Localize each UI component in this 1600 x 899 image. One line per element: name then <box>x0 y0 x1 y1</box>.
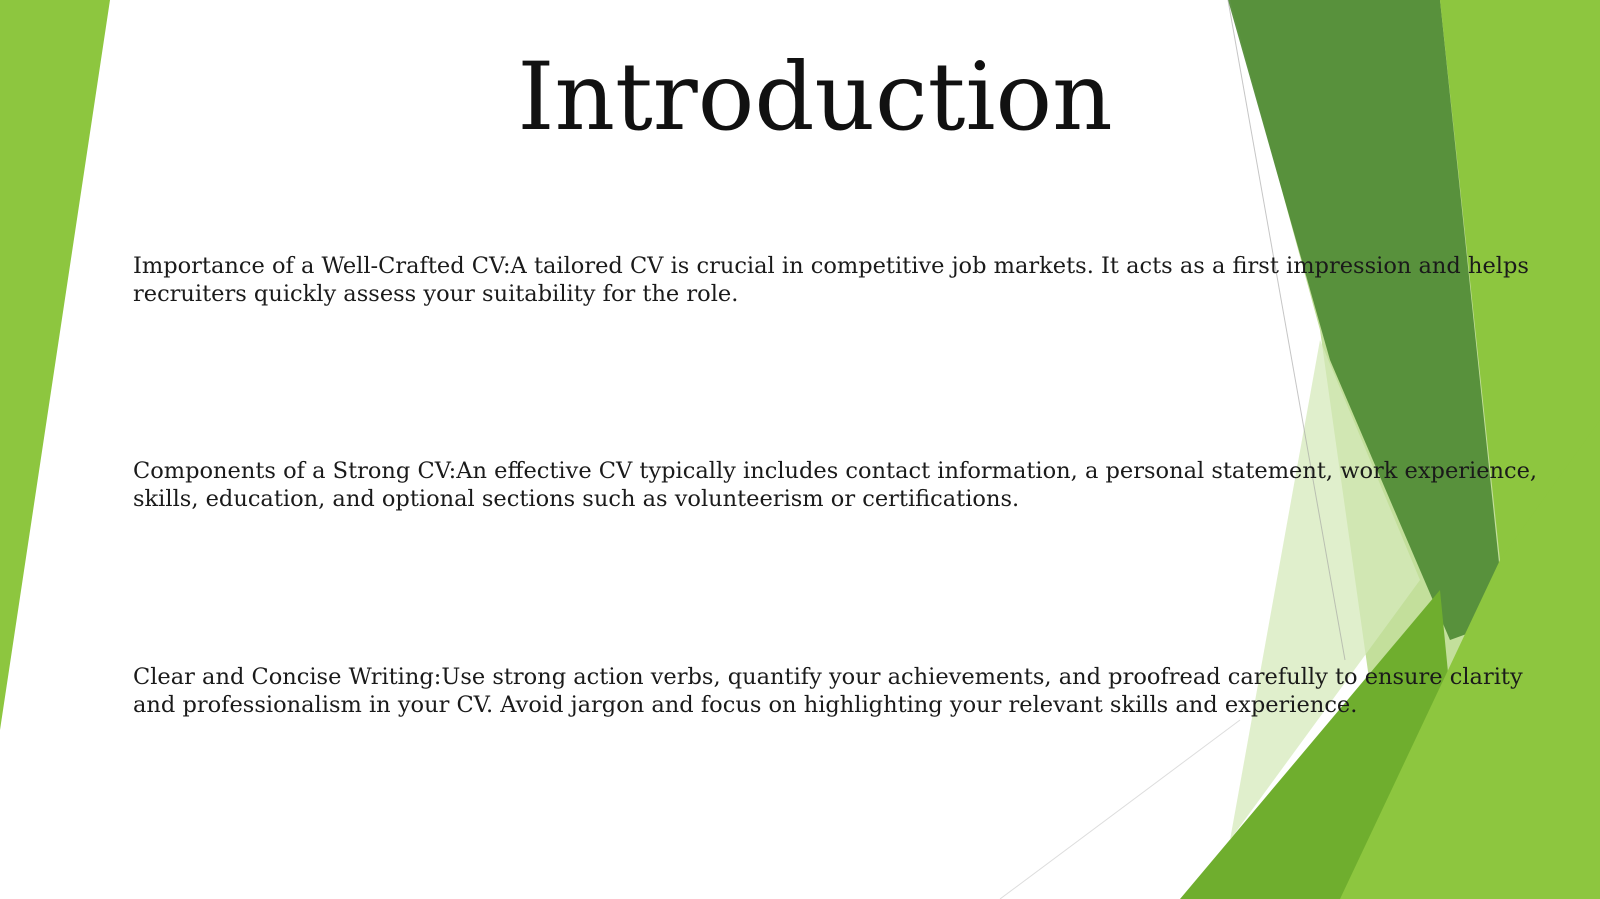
slide-title: Introduction <box>517 43 1113 152</box>
paragraph-writing: Clear and Concise Writing:Use strong action verbs, quantify your achievements, and proofread carefully to ensure clarity and professionalism in your CV. Avoid jargon and focus on highlighting your relevant skills and experience. <box>133 664 1523 718</box>
paragraph-components: Components of a Strong CV:An effective CV typically includes contact information, a personal statement, work experience, skills, education, and optional sections such as volunteerism or certifications. <box>133 458 1538 512</box>
left-green-band <box>0 0 110 730</box>
paragraph-importance: Importance of a Well-Crafted CV:A tailored CV is crucial in competitive job markets. It acts as a first impression and helps recruiters quickly assess your suitability for the role. <box>133 253 1529 307</box>
